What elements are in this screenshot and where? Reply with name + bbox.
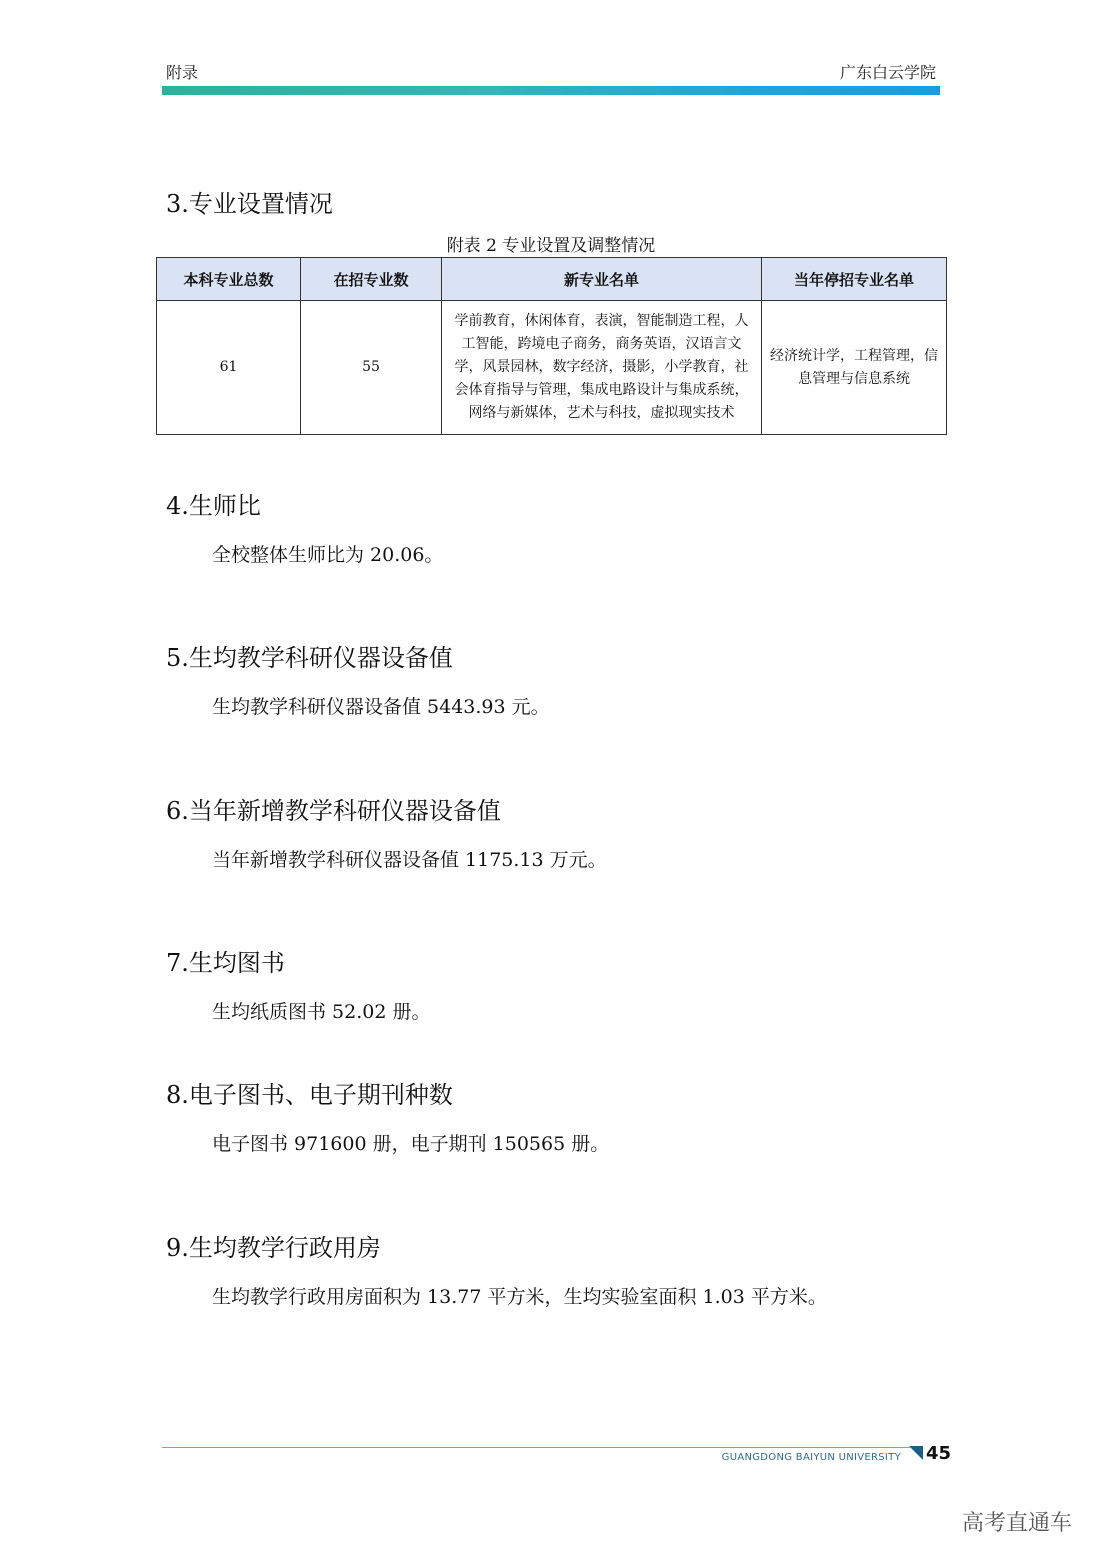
footer-university-name: GUANGDONG BAIYUN UNIVERSITY <box>721 1452 901 1463</box>
header-school-name: 广东白云学院 <box>839 63 936 82</box>
cell-new-majors: 学前教育，休闲体育，表演，智能制造工程，人工智能，跨境电子商务，商务英语，汉语言文学，风景园林，数字经济，摄影，小学教育，社会体育指导与管理，集成电路设计与集成系统，网络与新媒体，艺术与科技，虚拟现实技术 <box>442 301 762 435</box>
col-header-enrolling-majors: 在招专业数 <box>301 258 442 301</box>
text-admin-space: 生均教学行政用房面积为 13.77 平方米，生均实验室面积 1.03 平方米。 <box>212 1286 827 1308</box>
col-header-total-majors: 本科专业总数 <box>157 258 301 301</box>
text-student-teacher-ratio: 全校整体生师比为 20.06。 <box>212 544 444 566</box>
cell-suspended-majors: 经济统计学，工程管理，信息管理与信息系统 <box>762 301 947 435</box>
heading-major-setup: 3.专业设置情况 <box>166 190 333 218</box>
heading-equipment-per-student: 5.生均教学科研仪器设备值 <box>166 644 453 672</box>
heading-ebooks-journals: 8.电子图书、电子期刊种数 <box>166 1081 453 1109</box>
col-header-suspended-majors: 当年停招专业名单 <box>762 258 947 301</box>
text-new-equipment: 当年新增教学科研仪器设备值 1175.13 万元。 <box>212 849 607 871</box>
heading-new-equipment: 6.当年新增教学科研仪器设备值 <box>166 797 501 825</box>
text-equipment-per-student: 生均教学科研仪器设备值 5443.93 元。 <box>212 696 550 718</box>
footer-divider <box>162 1447 910 1448</box>
cell-total-majors: 61 <box>157 301 301 435</box>
watermark: 高考直通车 <box>961 1511 1072 1536</box>
heading-student-teacher-ratio: 4.生师比 <box>166 492 261 520</box>
table-row <box>157 301 947 435</box>
col-header-new-majors: 新专业名单 <box>442 258 762 301</box>
heading-books-per-student: 7.生均图书 <box>166 949 285 977</box>
major-setup-table <box>156 257 947 435</box>
page-number: 45 <box>926 1443 952 1464</box>
text-ebooks-journals: 电子图书 971600 册，电子期刊 150565 册。 <box>212 1133 610 1155</box>
cell-enrolling-majors: 55 <box>301 301 442 435</box>
table-header-row <box>157 258 947 301</box>
footer-triangle-icon <box>909 1446 923 1460</box>
text-books-per-student: 生均纸质图书 52.02 册。 <box>212 1001 431 1023</box>
header-section-label: 附录 <box>166 63 199 82</box>
table-caption: 附表 2 专业设置及调整情况 <box>446 236 656 256</box>
heading-admin-space: 9.生均教学行政用房 <box>166 1234 381 1262</box>
header-gradient-bar <box>162 86 940 95</box>
